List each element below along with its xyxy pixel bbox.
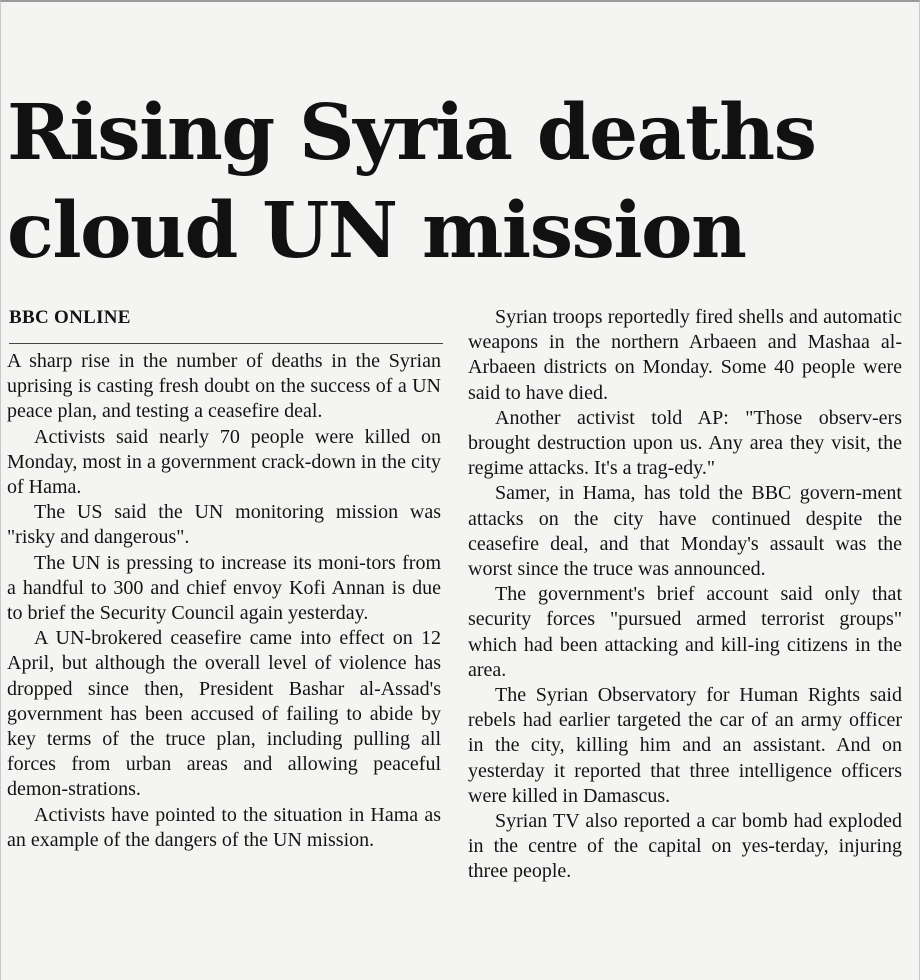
paragraph: A sharp rise in the number of deaths in the Syrian uprising is casting fresh doubt on the success of a UN peace plan, and testing a ceasefire deal.: [7, 350, 441, 423]
paragraph: Syrian troops reportedly fired shells and automatic weapons in the northern Arbaeen and Mashaa al-Arbaeen districts on Monday. Some 40 people were said to have died.: [468, 306, 902, 404]
headline-line-1: Rising Syria deaths: [7, 88, 816, 178]
paragraph: Syrian TV also reported a car bomb had exploded in the centre of the capital on yes-terday, injuring three people.: [468, 810, 902, 883]
byline-divider: [9, 343, 443, 344]
headline: [7, 84, 915, 280]
paragraph: Samer, in Hama, has told the BBC govern-ment attacks on the city have continued despite the ceasefire deal, and that Monday's assault was the worst since the truce was announced.: [468, 482, 902, 581]
right-column: [468, 305, 902, 885]
byline: BBC ONLINE: [9, 307, 131, 328]
paragraph: The Syrian Observatory for Human Rights said rebels had earlier targeted the car of an army officer in the city, killing him and an assistant. And on yesterday it reported that three intelligence officers were killed in Damascus.: [468, 684, 902, 807]
paragraph: Activists said nearly 70 people were killed on Monday, most in a government crack-down in the city of Hama.: [7, 425, 441, 499]
paragraph: The UN is pressing to increase its moni-tors from a handful to 300 and chief envoy Kofi Annan is due to brief the Security Council again yesterday.: [7, 551, 441, 625]
paragraph: The US said the UN monitoring mission was "risky and dangerous".: [7, 501, 441, 549]
paragraph: Another activist told AP: "Those observ-ers brought destruction upon us. Any area they visit, the regime attacks. It's a trag-edy.": [468, 406, 902, 480]
paragraph: A UN-brokered ceasefire came into effect on 12 April, but although the overall level of violence has dropped since then, President Bashar al-Assad's government has been accused of failing to abide by key terms of the truce plan, including pulling all forces from urban areas and allowing peaceful demon-strations.: [7, 627, 441, 801]
headline-line-2: cloud UN mission: [7, 186, 746, 276]
paragraph: The government's brief account said only that security forces "pursued armed terrorist groups" which had been attacking and kill-ing citizens in the area.: [468, 583, 902, 681]
left-column: [7, 349, 441, 853]
paragraph: Activists have pointed to the situation in Hama as an example of the dangers of the UN mission.: [7, 803, 441, 851]
